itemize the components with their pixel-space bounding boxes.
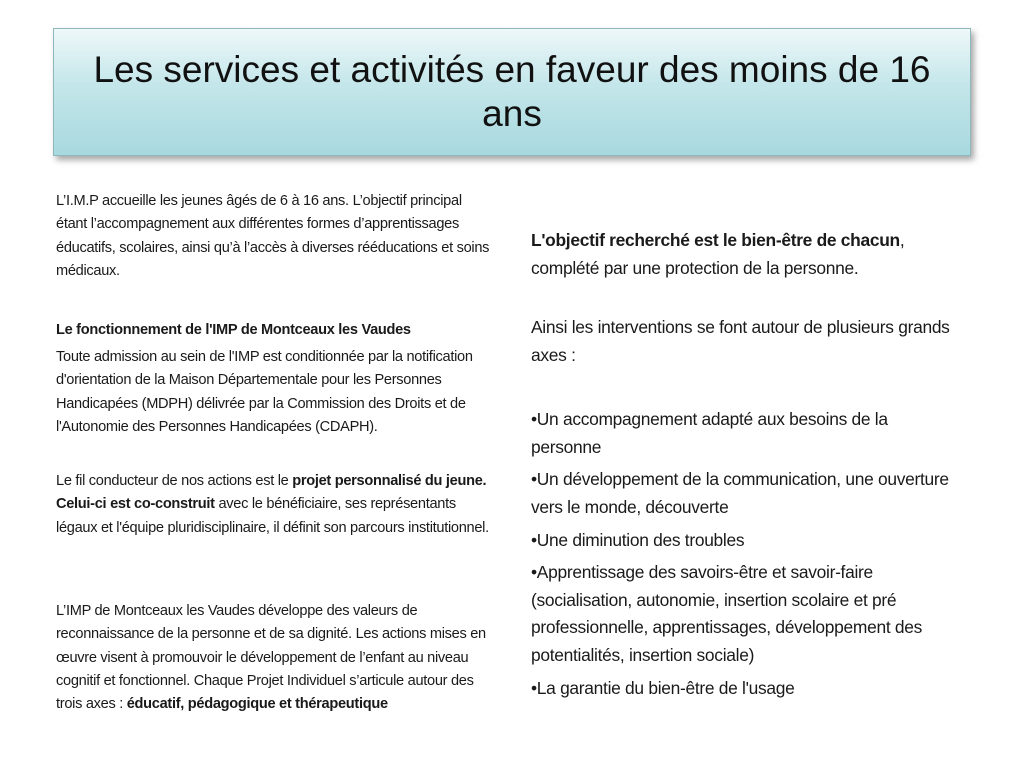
axes-intro: Ainsi les interventions se font autour de plusieurs grands axes : xyxy=(531,317,950,365)
slide-title: Les services et activités en faveur des moins de 16 ans xyxy=(93,49,931,134)
bullet-item: •Un développement de la communication, une ouverture vers le monde, découverte xyxy=(531,469,949,517)
bullet-item: •Un accompagnement adapté aux besoins de la personne xyxy=(531,409,888,457)
bullet-item: •La garantie du bien-être de l'usage xyxy=(531,678,795,698)
fil-text-end: avec le bénéficiaire, ses représentants légaux et l'équipe pluridisciplinaire, il définit son parcours institutionnel. xyxy=(56,496,489,536)
objectif-text-bold: L'objectif recherché est le bien-être de chacun xyxy=(531,230,900,250)
section-heading xyxy=(56,319,496,342)
slide-title-box xyxy=(53,28,971,156)
admission-paragraph: Toute admission au sein de l'IMP est conditionnée par la notification d'orientation de la Maison Départementale pour les Personnes Handicapées (MDPH) délivrée par la Commission des Droits et de l'Autonomie des Personnes Handicapées (CDAPH). xyxy=(56,349,473,435)
intro-paragraph: L’I.M.P accueille les jeunes âgés de 6 à 16 ans. L’objectif principal étant l’accompagnement aux différentes formes d’apprentissages éducatifs, scolaires, ainsi qu’à l’accès à diverses rééducations et soins médicaux. xyxy=(56,193,490,279)
bullet-item: •Une diminution des troubles xyxy=(531,530,745,550)
fil-text-bold: projet personnalisé du jeune. Celui-ci est co-construit xyxy=(56,473,487,513)
section-heading-text: Le fonctionnement de l'IMP de Montceaux les Vaudes xyxy=(56,322,411,338)
objectif-text-rest: , complété par une protection de la personne. xyxy=(531,230,905,278)
bullet-item: •Apprentissage des savoirs-être et savoir-faire (socialisation, autonomie, insertion scolaire et pré professionnelle, apprentissages, développement des potentialités, insertion sociale) xyxy=(531,562,923,665)
valeurs-text: L’IMP de Montceaux les Vaudes développe des valeurs de reconnaissance de la personne et de sa dignité. Les actions mises en œuvre visent à promouvoir le développement de l’enfant au niveau cognitif et fonctionnel. Chaque Projet Individuel s’articule autour des trois axes : xyxy=(56,603,486,713)
valeurs-text-bold: éducatif, pédagogique et thérapeutique xyxy=(126,696,388,713)
fil-conducteur-paragraph xyxy=(56,470,496,540)
fil-text-start: Le fil conducteur de nos actions est le xyxy=(56,473,293,489)
objectif-paragraph xyxy=(531,227,961,282)
valeurs-paragraph xyxy=(56,600,496,716)
